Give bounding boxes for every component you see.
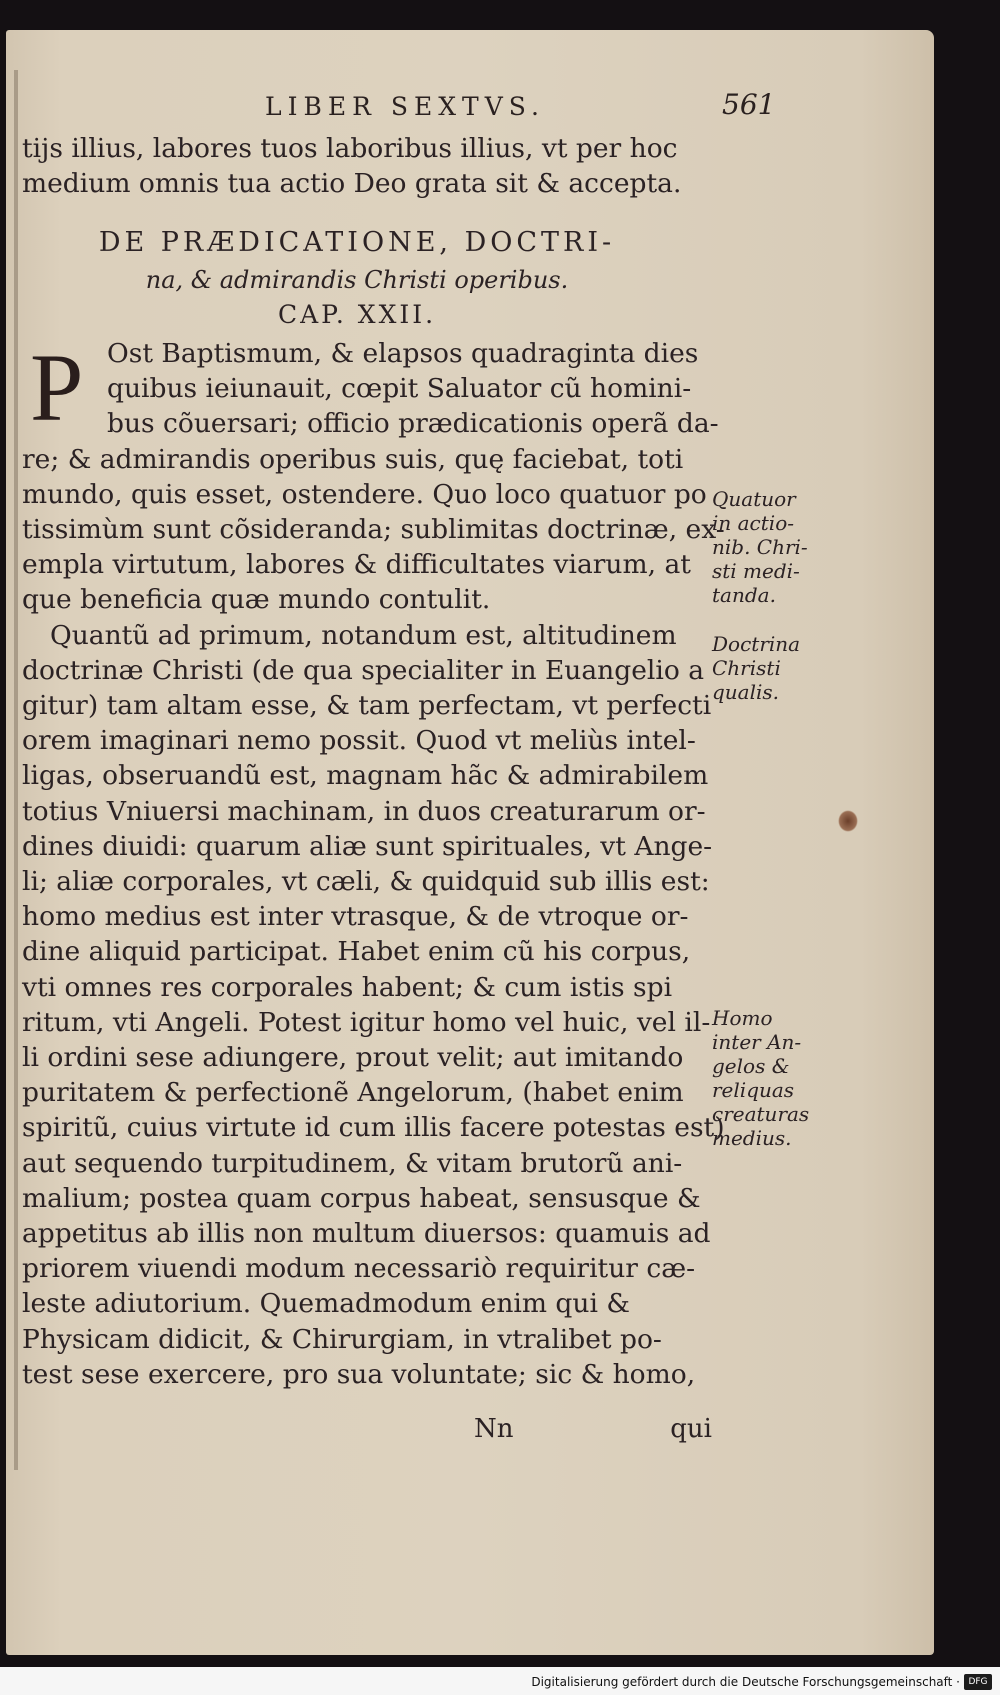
text-line: vti omnes res corporales habent; & cum istis spi xyxy=(22,971,673,1003)
text-line: appetitus ab illis non multum diuersos: quamuis ad xyxy=(22,1218,711,1250)
marginal-line: creaturas xyxy=(712,1102,810,1126)
text-line: test sese exercere, pro sua voluntate; sic & homo, xyxy=(22,1358,696,1390)
chapter-number: CAP. XXII. xyxy=(277,300,437,329)
text-line: dines diuidi: quarum aliæ sunt spirituales, vt Ange- xyxy=(22,830,713,862)
catchword: qui xyxy=(670,1414,712,1444)
text-line: puritatem & perfectionẽ Angelorum, (habet enim xyxy=(22,1077,684,1109)
text-line: totius Vniuersi machinam, in duos creaturarum or- xyxy=(22,795,706,827)
text-line: tissimùm sunt cõsideranda; sublimitas doctrinæ, ex- xyxy=(22,514,725,546)
drop-cap-initial: P xyxy=(30,334,84,441)
text-line: li ordini sese adiungere, prout velit; aut imitando xyxy=(22,1042,684,1074)
digitization-footer xyxy=(0,1667,1000,1695)
signature-mark: Nn xyxy=(474,1414,514,1444)
chapter-title-line-2: na, & admirandis Christi operibus. xyxy=(145,266,569,294)
marginal-line: reliquas xyxy=(712,1078,795,1102)
top-text-block xyxy=(22,132,712,201)
text-line: homo medius est inter vtrasque, & de vtroque or- xyxy=(22,901,689,933)
text-line: priorem viuendi modum necessariò requiritur cæ- xyxy=(22,1253,696,1285)
text-line: Physicam didicit, & Chirurgiam, in vtralibet po- xyxy=(22,1323,662,1355)
marginal-line: gelos & xyxy=(712,1054,790,1078)
text-line: re; & admirandis operibus suis, quę faciebat, toti xyxy=(22,443,684,475)
text-line: leste adiutorium. Quemadmodum enim qui & xyxy=(22,1288,630,1320)
text-line: spiritũ, cuius virtute id cum illis facere potestas est) xyxy=(22,1112,725,1144)
marginal-line: qualis. xyxy=(712,680,780,704)
paper-stain xyxy=(838,810,858,832)
text-line: aut sequendo turpitudinem, & vitam brutorũ ani- xyxy=(22,1147,683,1179)
marginal-line: Quatuor xyxy=(712,487,796,511)
marginal-note-1 xyxy=(712,487,808,607)
marginal-line: sti medi- xyxy=(712,559,800,583)
text-line: empla virtutum, labores & difficultates viarum, at xyxy=(22,549,691,581)
footer-credit: Digitalisierung gefördert durch die Deutsche Forschungsgemeinschaft · xyxy=(531,1675,960,1689)
text-line: tijs illius, labores tuos laboribus illius, vt per hoc xyxy=(22,133,678,164)
marginal-line: Christi xyxy=(712,656,781,680)
text-line: bus cõuersari; officio prædicationis operã da- xyxy=(107,408,719,440)
text-line: medium omnis tua actio Deo grata sit & accepta. xyxy=(22,167,682,199)
marginal-line: Doctrina xyxy=(712,632,801,656)
text-line: quibus ieiunauit, cœpit Saluator cũ homini- xyxy=(107,373,692,405)
text-line: que beneficia quæ mundo contulit. xyxy=(22,584,491,616)
text-line: li; aliæ corporales, vt cæli, & quidquid sub illis est: xyxy=(22,866,710,898)
text-line: orem imaginari nemo possit. Quod vt meliùs intel- xyxy=(22,725,696,757)
text-line: malium; postea quam corpus habeat, sensusque & xyxy=(22,1182,701,1214)
marginal-line: tanda. xyxy=(712,583,776,607)
page-number: 561 xyxy=(722,88,776,121)
text-line: doctrinæ Christi (de qua specialiter in Euangelio a xyxy=(22,654,704,686)
page-gutter-shadow xyxy=(14,70,18,1470)
marginal-line: inter An- xyxy=(712,1030,802,1054)
text-line: Quantũ ad primum, notandum est, altitudinem xyxy=(50,619,677,651)
marginal-line: medius. xyxy=(712,1126,792,1150)
text-line: ligas, obseruandũ est, magnam hãc & admirabilem xyxy=(22,760,709,792)
text-line: mundo, quis esset, ostendere. Quo loco quatuor po xyxy=(22,478,707,510)
chapter-title-line-1: DE PRÆDICATIONE, DOCTRI- xyxy=(98,227,616,258)
marginal-note-3 xyxy=(712,1006,809,1150)
running-head: LIBER SEXTVS. xyxy=(265,92,545,121)
text-line: ritum, vti Angeli. Potest igitur homo vel huic, vel il- xyxy=(22,1006,711,1038)
text-line: dine aliquid participat. Habet enim cũ his corpus, xyxy=(22,936,691,968)
marginal-note-2 xyxy=(712,632,800,704)
marginal-line: nib. Chri- xyxy=(712,535,808,559)
marginal-line: in actio- xyxy=(712,511,794,535)
chapter-body-text xyxy=(22,336,725,1392)
text-line: gitur) tam altam esse, & tam perfectam, vt perfecti xyxy=(22,690,712,722)
marginal-line: Homo xyxy=(712,1006,773,1030)
text-line: Ost Baptismum, & elapsos quadraginta dies xyxy=(107,338,699,369)
dfg-logo: DFG xyxy=(964,1674,992,1690)
